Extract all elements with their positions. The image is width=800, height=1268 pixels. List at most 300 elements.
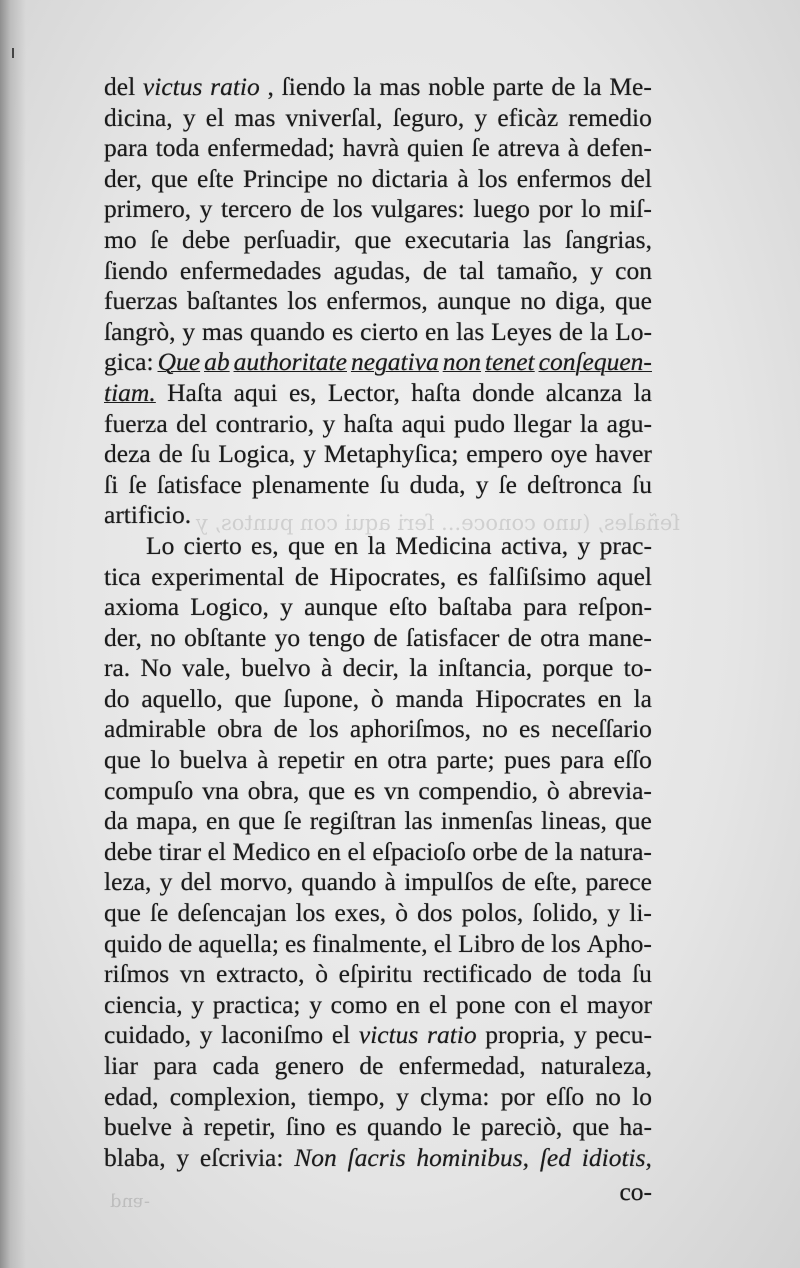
edge-mark [12,48,14,58]
word: pareciò, [480,1112,563,1142]
text-line [104,1143,652,1174]
word: quando [301,867,377,897]
word: ò [395,898,408,928]
word: prac- [599,530,652,560]
word: enfermedad; [207,133,335,163]
word: ra. [104,653,131,683]
text-line [104,1082,652,1113]
word: à [182,1112,194,1142]
italic-word: idiotis, [581,1142,652,1172]
text-line [104,347,652,378]
word: eſpiritu [338,959,413,989]
word: ſi [104,469,119,499]
word: vniverſal, [285,102,383,132]
word: eſcrivia: [199,1142,284,1172]
word: aquel [596,561,652,591]
word: que [615,286,652,316]
word: à [257,745,269,775]
text-line [104,1051,652,1082]
word: dicina, [104,102,173,132]
word: yo [274,622,301,652]
word: lo [632,1081,652,1111]
word: ſeguro, [392,102,465,132]
word: no [150,622,176,652]
word: primero, [104,194,192,224]
italic-word: victus [358,1020,419,1050]
word: dictaria [371,163,449,193]
word: y [607,898,621,928]
word: cuidado, [104,1020,192,1050]
word: de [294,561,319,591]
word: exes, [334,898,387,928]
word: pone [455,989,506,1019]
word: que [151,163,188,193]
word: y [475,469,489,499]
text-line [104,898,652,929]
word: de [524,836,549,866]
word: cierto [183,530,242,560]
word: do [104,683,130,713]
word: manda [395,683,464,713]
text-line [104,500,652,531]
word: y [396,1081,409,1111]
word: los [287,286,317,316]
word: que [615,806,652,836]
word: repetir, [203,1112,276,1142]
word: y [182,102,196,132]
word: obſtante [184,622,267,652]
word: por [538,194,573,224]
word: tiempo, [307,1081,385,1111]
word: Leyes [491,316,553,346]
italic-word: authoritate [233,347,347,377]
text-line [104,317,652,348]
word: fuerza [104,408,168,438]
text-line [104,592,652,623]
word: es [335,1112,357,1142]
word: quando [367,1112,443,1142]
word: de [422,255,447,285]
word: propria, [485,1020,566,1050]
word: enfermos [516,163,612,193]
word: tengo [308,622,366,652]
word: tal [459,255,485,285]
word: cierto [360,316,419,346]
word: axioma [104,592,180,622]
text-line [104,990,652,1021]
word: buelve [104,1112,172,1142]
word: No [140,653,172,683]
word: es [353,775,376,805]
word: enfermos, [326,286,428,316]
word: eſte, [534,867,578,897]
italic-word: victus [142,72,203,101]
word: ſe [150,224,169,254]
word: miſ- [609,194,652,224]
word: pues [504,745,551,775]
word: Medico [232,836,311,866]
word: ſangrò, [104,316,176,346]
word: inſtancia, [437,653,533,683]
word: en [425,316,450,346]
text-line [104,103,652,134]
word: baſtaba [438,592,513,622]
word: buelvo [241,653,311,683]
word: diga, [555,286,606,316]
word: polos, [461,898,524,928]
word: lo [150,745,171,775]
word: activa, [500,530,569,560]
word: ò [370,683,384,713]
word: ſu [632,469,652,499]
word: como [330,989,388,1019]
word: ſino [285,1112,326,1142]
word: la [409,653,428,683]
word: las [404,806,433,836]
word: toda [577,959,622,989]
word: llegar [513,408,572,438]
word: en [597,683,622,713]
word: otra [540,622,580,652]
word: mapa, [136,806,198,836]
italic-word: ratio [210,72,260,101]
italic-word: conſequen- [538,347,652,377]
text-line [104,1020,652,1051]
word: alcanza [545,377,623,407]
word: ſe [283,806,302,836]
word: cada [212,1051,260,1080]
word: ſatisfacer [405,622,500,652]
word: compendio, [418,775,538,805]
catchword-line [104,1177,652,1208]
word: Hipocrates, [329,561,447,591]
word: havrà [342,133,400,163]
word: defen- [586,133,652,163]
word: la [589,316,609,346]
word: de [359,1051,384,1080]
word: à [384,867,396,897]
text-line [104,439,652,470]
italic-word: ab [204,347,230,377]
word: repetir [277,745,345,775]
word: es [518,714,541,744]
word: eſſo [545,1081,585,1111]
word: que [308,775,346,805]
word: duda, [409,469,466,499]
word: de [542,959,567,989]
text-line [104,531,652,562]
text-line [104,684,652,715]
word: liar [104,1051,138,1080]
word: tercero [220,194,292,224]
word: no [337,163,363,193]
word: fuerzas [104,286,178,316]
word: el [207,836,227,866]
word: Lector, [327,377,400,407]
word: los [550,928,581,958]
word: de [501,867,526,897]
word: y [199,194,213,224]
word: de [273,714,298,744]
word: aqui [233,377,278,407]
word: Lo- [615,316,652,346]
text-line [104,194,652,225]
text-line [104,133,652,164]
word: aqui [401,408,446,438]
word: la [633,683,652,713]
text-line [104,929,652,960]
word: luego [473,194,530,224]
word: , [267,72,274,101]
word: Medicina [395,530,492,560]
word: agudas, [333,255,411,285]
word: del [176,408,208,438]
word: el [347,836,366,866]
word: la [353,72,372,101]
word: compuſo [104,775,194,805]
text-line [104,623,652,654]
word: para [153,1051,198,1080]
word: la [633,377,652,407]
word: y [280,592,293,622]
word: vna [202,775,239,805]
word: y [322,408,336,438]
word: vn [383,775,410,805]
word: otra [387,745,428,775]
word: naturaleza, [540,1051,652,1080]
word: mo [104,224,137,254]
word: decir, [342,653,399,683]
word: es, [288,377,317,407]
word: plenamente [251,469,370,499]
word: haſta [343,408,394,438]
text-line [104,776,652,807]
word: mas [234,102,276,132]
word: impulſos [404,867,494,897]
word: natura- [579,836,652,866]
word: ſolido, [532,898,599,928]
word: laconiſmo [221,1020,324,1050]
text-line [104,562,652,593]
word: que [354,224,392,254]
word: der, [104,622,142,652]
word: con [514,989,552,1019]
word: los [308,714,339,744]
text-line [104,378,652,409]
word: que [238,806,276,836]
word: es [331,316,354,346]
word: Logico, [190,592,269,622]
word: obra [217,714,263,744]
word: practica; [212,989,301,1019]
word: pecu- [595,1020,652,1050]
italic-word: Que [157,347,201,377]
word: ciencia, [104,989,183,1019]
word: enfermedad, [398,1051,526,1080]
word: parte; [436,745,495,775]
text-line [104,225,652,256]
word: del [620,163,652,193]
word: gica: [104,347,154,377]
word: toda [155,133,200,163]
word: edad, [104,1081,159,1111]
word: no [595,1081,621,1111]
word: da [104,806,129,836]
word: aquella; [198,928,279,958]
word: perſuadir, [243,224,341,254]
word: Libro [458,928,515,958]
word: tirar [158,836,202,866]
word: à [320,653,333,683]
word: obra, [247,775,300,805]
word: morvo, [220,867,294,897]
text-line [104,806,652,837]
word: por [500,1081,535,1111]
text-line [104,286,652,317]
word: Haſta [167,377,223,407]
word: ò [546,775,560,805]
text-line [104,164,652,195]
word: admirable [104,714,206,744]
word: mane- [588,622,652,652]
text-line [104,72,652,103]
word: vale, [182,653,231,683]
word: y [303,439,317,469]
word: y [182,316,196,346]
word: mas [379,72,421,101]
word: atreva [497,133,560,163]
word: los [295,898,326,928]
word: el [428,989,448,1019]
word: finalmente, [312,928,428,958]
word: del [104,72,136,101]
word: el [559,989,579,1019]
word: quido [104,928,163,958]
word: ſatisface [156,469,242,499]
word: Principe [242,163,328,193]
word: en [206,806,231,836]
word: que [104,898,141,928]
text-line [104,470,652,501]
word: las [455,316,485,346]
word: vn [179,959,206,989]
catchword: co- [619,1177,652,1207]
word: baſtantes [187,286,278,316]
word: le [452,1112,471,1142]
word: eſpacioſo [372,836,466,866]
word: y [573,1020,587,1050]
word: remedio [568,102,652,132]
word: regiſtran [309,806,397,836]
word: li- [629,898,652,928]
text-line [104,256,652,287]
word: Apho- [586,928,652,958]
word: mas [202,316,244,346]
italic-word: non [442,347,482,377]
word: blaba, [104,1142,166,1172]
word: es [456,561,479,591]
word: porque [542,653,614,683]
word: reſpon- [578,592,652,622]
word: complexion, [169,1081,297,1111]
word: der, [104,163,142,193]
word: lo [581,194,601,224]
word: eſto [388,592,428,622]
word: ò [315,959,328,989]
text-line [104,745,652,776]
bleed-through-footer: -ɐnd [110,1191,150,1212]
word: riſmos [104,959,170,989]
word: eſte [197,163,234,193]
word: leza, [104,867,152,897]
word: los [332,194,363,224]
word: tamaño, [496,255,579,285]
word: ſangrias, [564,224,652,254]
word: de [373,622,398,652]
word: la [579,408,599,438]
text-line [104,1112,652,1143]
word: empero [466,439,543,469]
word: executaria [404,224,510,254]
word: en [316,836,342,866]
word: de [168,928,193,958]
word: para [523,592,568,622]
word: inmenſas [440,806,533,836]
italic-word: Non [294,1142,337,1172]
word: artificio. [104,500,192,530]
word: ſe [128,469,147,499]
word: deſencajan [177,898,287,928]
word: donde [472,377,535,407]
word: en [353,745,378,775]
word: extracto, [216,959,305,989]
text-line [104,837,652,868]
word: y [474,102,488,132]
word: ſupone, [283,683,360,713]
word: que [104,745,141,775]
word: noble [428,72,485,101]
word: de [520,928,545,958]
word: en [334,530,359,560]
word: ſu [190,439,211,469]
word: las [523,224,552,254]
word: ſu [379,469,400,499]
word: Lo [146,530,175,560]
text-line [104,714,652,745]
word: con [615,255,652,285]
word: quando [249,316,326,346]
word: Hipocrates [475,683,586,713]
italic-word: tiam. [104,377,156,407]
italic-word: tenet [485,347,535,377]
bleed-through-text: ſeñales, (uno conoce... ſeri aqui con puntos, y [195,511,680,535]
word: no [520,286,546,316]
word: eficàz [497,102,559,132]
word: à [457,163,469,193]
word: aphoriſmos, [349,714,472,744]
word: clyma: [420,1081,490,1111]
text-line [104,867,652,898]
word: del [180,867,212,897]
word: ha- [619,1112,652,1142]
word: de [507,622,532,652]
word: parece [585,867,652,897]
text-line [104,653,652,684]
paragraph [104,72,652,531]
word: rectificado [423,959,533,989]
word: ſu [632,959,652,989]
word: falſiſsimo [488,561,587,591]
